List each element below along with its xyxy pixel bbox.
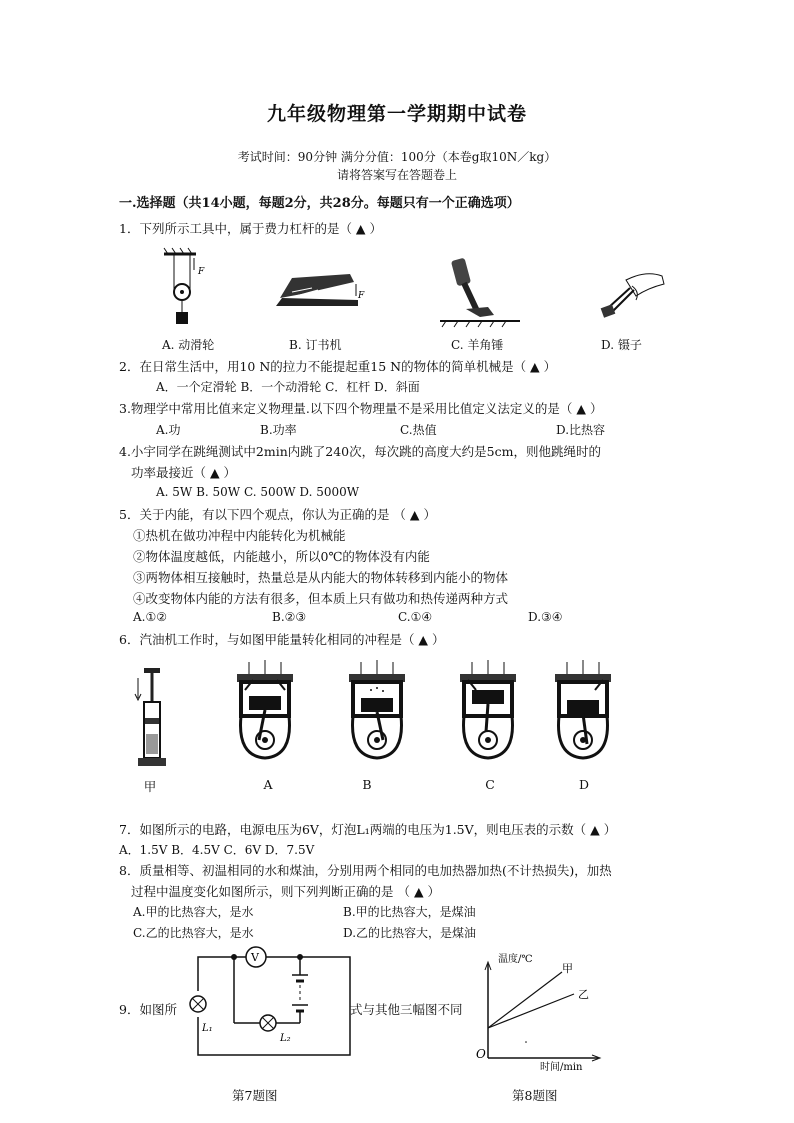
q7-options: A．1.5V B．4.5V C．6V D．7.5V	[119, 843, 315, 857]
q4-options: A. 5W B. 50W C. 500W D. 5000W	[156, 485, 360, 499]
series-jia-label: 甲	[562, 962, 573, 975]
q2-options: A．一个定滑轮 B．一个动滑轮 C．杠杆 D．斜面	[156, 380, 420, 394]
engine-stroke-d	[551, 660, 615, 760]
q5-statement-1: ①热机在做功冲程中内能转化为机械能	[133, 528, 346, 543]
exam-instruction: 请将答案写在答题卷上	[336, 168, 457, 182]
figure-label-jia: 甲	[143, 779, 157, 794]
q5-statement-3: ③两物体相互接触时，热量总是从内能大的物体转移到内能小的物体	[133, 570, 509, 585]
page-title: 九年级物理第一学期期中试卷	[266, 103, 527, 125]
q8-option-a: A.甲的比热容大，是水	[133, 905, 254, 919]
q8-option-b: B.甲的比热容大，是煤油	[343, 905, 476, 919]
question-1: 1．下列所示工具中，属于费力杠杆的是（ ▲ ）	[119, 221, 383, 236]
tweezers-figure	[596, 262, 668, 324]
q5-option-c: C.①④	[398, 610, 433, 624]
force-label: F	[198, 267, 205, 277]
q3-option-d: D.比热容	[556, 423, 606, 437]
question-8-line2: 过程中温度变化如图所示，则下列判断正确的是 （ ▲ ）	[131, 884, 441, 899]
engine-stroke-c	[456, 660, 520, 760]
l2-label: L₂	[280, 1033, 291, 1044]
q1-option-d: D. 镊子	[601, 338, 642, 352]
question-9-end: 式与其他三幅图不同	[350, 1002, 463, 1017]
figure-label-c: C	[485, 777, 495, 792]
svg-text:F: F	[358, 291, 365, 301]
question-7: 7．如图所示的电路，电源电压为6V，灯泡L₁两端的电压为1.5V，则电压表的示数（ ▲ ）	[119, 822, 617, 837]
graph-xlabel: 时间/min	[540, 1062, 583, 1073]
q5-option-d: D.③④	[528, 610, 563, 624]
q5-statement-4: ④改变物体内能的方法有很多，但本质上只有做功和热传递两种方式	[133, 591, 509, 606]
figure-label-b: B	[362, 777, 372, 792]
l1-label: L₁	[202, 1023, 213, 1034]
figure-label-a: A	[263, 777, 273, 792]
question-6: 6．汽油机工作时，与如图甲能量转化相同的冲程是（ ▲ ）	[119, 632, 445, 647]
q1-option-a: A. 动滑轮	[162, 338, 215, 352]
question-3: 3.物理学中常用比值来定义物理量.以下四个物理量不是采用比值定义法定义的是（ ▲ ）	[119, 401, 603, 416]
circuit-diagram	[180, 945, 360, 1060]
q8-option-d: D.乙的比热容大，是煤油	[343, 926, 477, 940]
question-4-line2: 功率最接近（ ▲ ）	[131, 465, 237, 480]
q1-option-b: B. 订书机	[289, 338, 342, 352]
temperature-time-graph	[470, 950, 610, 1073]
q5-option-a: A.①②	[133, 610, 167, 624]
question-4: 4.小宇同学在跳绳测试中2min内跳了240次，每次跳的高度大约是5cm，则他跳绳时的	[119, 444, 601, 459]
graph-ylabel: 温度/℃	[498, 954, 533, 965]
q3-option-a: A.功	[156, 423, 181, 437]
figure-label-d: D	[578, 777, 590, 792]
q5-statement-2: ②物体温度越低，内能越小，所以0℃的物体没有内能	[133, 549, 430, 564]
section-heading: 一.选择题（共14小题，每题2分，共28分。每题只有一个正确选项）	[119, 196, 520, 211]
pulley-figure	[160, 252, 210, 330]
graph-origin: O	[476, 1047, 486, 1061]
question-8: 8．质量相等、初温相同的水和煤油，分别用两个相同的电加热器加热(不计热损失)，加热	[119, 863, 612, 878]
air-piston-figure	[130, 662, 170, 770]
graph-caption: 第8题图	[512, 1088, 558, 1103]
claw-hammer-figure	[436, 255, 522, 327]
engine-stroke-a	[233, 660, 297, 760]
question-9-start: 9．如图所	[119, 1002, 177, 1017]
q3-option-c: C.热值	[400, 423, 437, 437]
stapler-figure	[272, 268, 364, 312]
question-2: 2．在日常生活中，用10 N的拉力不能提起重15 N的物体的简单机械是（ ▲ ）	[119, 359, 557, 374]
circuit-caption: 第7题图	[232, 1088, 278, 1103]
voltmeter-symbol: V	[251, 951, 259, 964]
q8-option-c: C.乙的比热容大，是水	[133, 926, 254, 940]
q3-option-b: B.功率	[260, 423, 297, 437]
exam-info: 考试时间：90分钟 满分分值：100分（本卷g取10N／kg）	[237, 150, 557, 164]
series-yi-label: 乙	[578, 988, 589, 1001]
engine-stroke-b	[345, 660, 409, 760]
q5-option-b: B.②③	[272, 610, 307, 624]
q1-option-c: C. 羊角锤	[451, 338, 504, 352]
question-5: 5．关于内能，有以下四个观点，你认为正确的是 （ ▲ ）	[119, 507, 436, 522]
